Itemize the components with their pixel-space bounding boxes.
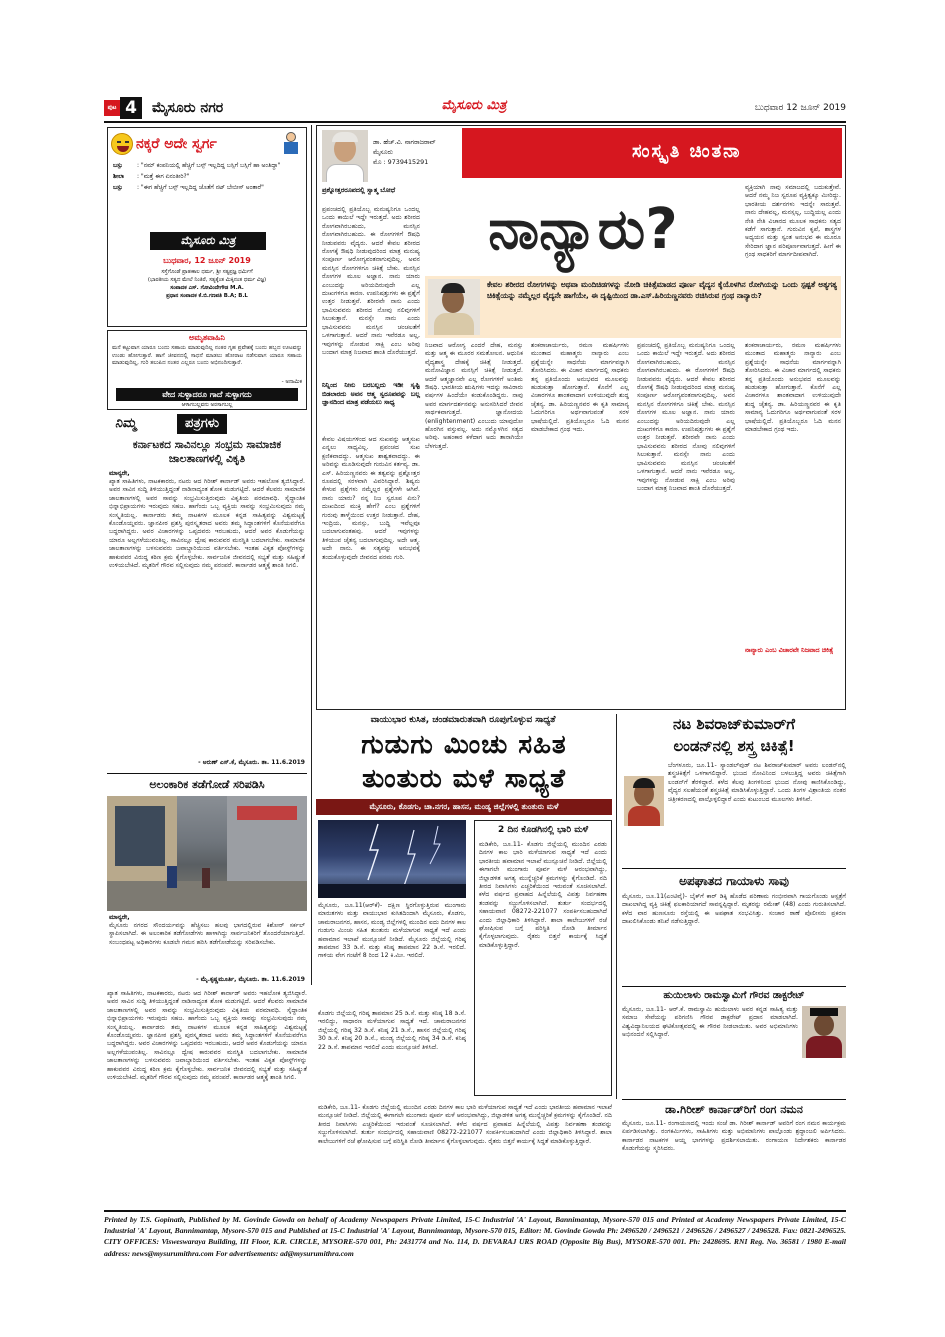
accident-body: ಮೈಸೂರು, ಜೂ.11(ಎಂಟಿವೈ)- ಬೈಕ್‌ಗೆ ಕಾರ್ ಡಿಕ್ಕಿ ಹೊಡೆದ ಪರಿಣಾಮ ಗಂಭೀರವಾಗಿ ಗಾಯಗೊಂಡು ಆಸ್ಪತ್ರೆಗೆ ದಾಖಲಾಗಿದ್ದ ವ್ಯಕ್ತಿ ಚಿಕಿತ್ಸೆ ಫಲಕಾರಿಯಾಗದೆ ಸಾವನ್ನಪ್ಪಿದ್ದಾರೆ. ಮೃತರನ್ನು ರಮೇಶ್ (48) ಎಂದು ಗುರುತಿಸಲಾಗಿದೆ. ಕಳೆದ ವಾರ ಹುಣಸೂರು ರಸ್ತೆಯಲ್ಲಿ ಈ ಅಪಘಾತ ಸಂಭವಿಸಿತ್ತು. ಸಂಚಾರ ಠಾಣೆ ಪೊಲೀಸರು ಪ್ರಕರಣ ದಾಖಲಿಸಿಕೊಂಡು ತನಿಖೆ ನಡೆಸುತ್ತಿದ್ದಾರೆ. (622, 893, 846, 926)
humor-line: ಬಸ್ಸು : "ಈಗ ಹೆಚ್ಚಿಗೆ ಬಸ್ಸ್ ಇಲ್ಲದಿದ್ದ ಜೊತೆಗೆ ನಟ್ ಬೇಬೀಸ್ ಅಂತಾರೆ" (113, 184, 264, 191)
laughing-face-icon (111, 133, 133, 155)
letters-signoff: - ಅರುಣ್ ಎಸ್.ಕೆ, ಮೈಸೂರು. ತಾ. 11.6.2019 (198, 759, 305, 766)
weather-headline-1: ಗುಡುಗು ಮಿಂಚು ಸಹಿತ (361, 730, 567, 760)
mitra-info-line: (ಭಾರತೀಯ ಸತ್ಯದ ಮೇಲೆ ನಿಂತಿರೆ, ಸತ್ಯಕ್ಕೆಂತ ಮಿಕ್ಕಿನಂತ ಧರ್ಮ ವಿಜ್ಞ) (147, 277, 267, 283)
decor-signoff: - ಮೈ.ಕೃಷ್ಣಮೂರ್ತಿ, ಮೈಸೂರು. ತಾ. 11.6.2019 (196, 976, 305, 983)
decor-headline: ಅಲಂಕಾರಿಕ ತಡೆಗೋಡೆ ಸರಿಪಡಿಸಿ (149, 778, 265, 791)
storm-photo (318, 820, 466, 898)
letters-body: ಖ್ಯಾತ ಸಾಹಿತಿಗಳು, ನಾಟಕಕಾರರು, ನಟರು ಆದ ಗಿರೀಶ್ ಕಾರ್ನಾಡ್ ಅವರು ಇಹಲೋಕ ತ್ಯಜಿಸಿದ್ದಾರೆ. ಅವರ ಸಾವಿನ ಸುದ್ದಿ ತಿಳಿಯುತ್ತಿದ್ದಂತೆ ನಾಡಿನಾದ್ಯಂತ ಶೋಕ ಮಡುಗಟ್ಟಿದೆ. ಆದರೆ ಕೆಲವರು ಸಾಮಾಜಿಕ ಜಾಲತಾಣಗಳಲ್ಲಿ ಅವರ ಸಾವನ್ನು ಸಂಭ್ರಮಿಸುತ್ತಿರುವುದು ವಿಕೃತಿಯ ಪರಮಾವಧಿ. ಸೈದ್ಧಾಂತಿಕ ಭಿನ್ನಾಭಿಪ್ರಾಯಗಳು ಇರುವುದು ಸಹಜ. ಹಾಗೆಂದು ಒಬ್ಬ ವ್ಯಕ್ತಿಯ ಸಾವನ್ನು ಸಂಭ್ರಮಿಸುವುದು ನಮ್ಮ ಸಂಸ್ಕೃತಿಯಲ್ಲ. ಕಾರ್ನಾಡರು ತಮ್ಮ ನಾಟಕಗಳ ಮೂಲಕ ಕನ್ನಡ ಸಾಹಿತ್ಯವನ್ನು ವಿಶ್ವಮಟ್ಟಕ್ಕೆ ಕೊಂಡೊಯ್ದವರು. ಜ್ಞಾನಪೀಠ ಪ್ರಶಸ್ತಿ ಪುರಸ್ಕೃತರಾದ ಅವರು ತಮ್ಮ ಸಿದ್ಧಾಂತಗಳಿಗೆ ಕೊನೆಯವರೆಗೂ ಬದ್ಧರಾಗಿದ್ದರು. ಅವರ ವಿಚಾರಗಳನ್ನು ಒಪ್ಪದವರು ಇರಬಹುದು, ಆದರೆ ಅವರ ಕೊಡುಗೆಯನ್ನು ಯಾರೂ ಅಲ್ಲಗಳೆಯುವಂತಿಲ್ಲ. ಸಾವಿನಲ್ಲೂ ದ್ವೇಷ ಕಾರುವವರ ಮನಸ್ಥಿತಿ ಬದಲಾಗಬೇಕು. ಸಾಮಾಜಿಕ ಜಾಲತಾಣಗಳನ್ನು ಬಳಸುವವರು ಜವಾಬ್ದಾರಿಯಿಂದ ವರ್ತಿಸಬೇಕು. ಇಂತಹ ವಿಕೃತ ಪೋಸ್ಟ್‌ಗಳನ್ನು ಹಾಕುವವರ ವಿರುದ್ಧ ಕಠಿಣ ಕ್ರಮ ಕೈಗೊಳ್ಳಬೇಕು. ಸಾರ್ವಜನಿಕ ಜೀವನದಲ್ಲಿ ಸಭ್ಯತೆ ಮತ್ತು ಸಹಿಷ್ಣುತೆ ಉಳಿಯಬೇಕಿದೆ. ಮೃತರಿಗೆ ಗೌರವ ಸಲ್ಲಿಸುವುದು ನಮ್ಮ ಪರಂಪರೆ. ಕಾರ್ನಾಡರ ಆತ್ಮಕ್ಕೆ ಶಾಂತಿ ಸಿಗಲಿ. (109, 478, 305, 570)
accident-headline: ಅಪಘಾತದ ಗಾಯಾಳು ಸಾವು (679, 874, 789, 888)
humor-title: ನಕ್ಕರೆ ಅದೇ ಸ್ವರ್ಗ (136, 136, 217, 152)
shivaraj-headline-2: ಲಂಡನ್‌ನಲ್ಲಿ ಶಸ್ತ್ರ ಚಿಕಿತ್ಸೆ! (673, 737, 795, 755)
column-col1b: ಕೇವಲ ವಿಷಯಗಳಿಂದ ಆದ ಸುಖವನ್ನು ಆತ್ಮಸುಖ ಎನ್ನಲು ಸಾಧ್ಯವಿಲ್ಲ. ಪ್ರಪಂಚದ ಸುಖ ಕ್ಷಣಿಕವಾದದ್ದು. ಆತ್ಮಸುಖ ಶಾಶ್ವತವಾದದ್ದು. ಈ ಅರಿವನ್ನು ಮೂಡಿಸುವುದೇ ಗುರುವಿನ ಕರ್ತವ್ಯ. ಡಾ. ಎಸ್. ಹಿರಿಯಣ್ಣನವರು ಈ ತತ್ವವನ್ನು ಪ್ರಶ್ನೋತ್ತರ ರೂಪದಲ್ಲಿ ಸರಳವಾಗಿ ವಿವರಿಸಿದ್ದಾರೆ. ಶಿಷ್ಯನು ಕೇಳುವ ಪ್ರಶ್ನೆಗಳು ನಮ್ಮೆಲ್ಲರ ಪ್ರಶ್ನೆಗಳೇ ಆಗಿವೆ. ನಾನು ಯಾರು? ನನ್ನ ನಿಜ ಸ್ವರೂಪ ಏನು? ದುಃಖದಿಂದ ಮುಕ್ತಿ ಹೇಗೆ? ಎಂಬ ಪ್ರಶ್ನೆಗಳಿಗೆ ಗುರುವು ತಾಳ್ಮೆಯಿಂದ ಉತ್ತರ ನೀಡುತ್ತಾನೆ. ದೇಹ, ಇಂದ್ರಿಯ, ಮನಸ್ಸು, ಬುದ್ಧಿ ಇವೆಲ್ಲವೂ ಬದಲಾಗುವಂತಹವು. ಆದರೆ ಇವುಗಳನ್ನು ತಿಳಿಯುವ ಚೈತನ್ಯ ಬದಲಾಗುವುದಿಲ್ಲ. ಅದೇ ಆತ್ಮ. ಅದೇ ನಾನು. ಈ ಸತ್ಯವನ್ನು ಅನುಭವಕ್ಕೆ ತಂದುಕೊಳ್ಳುವುದೇ ಜೀವನದ ಪರಮ ಗುರಿ. (322, 436, 420, 561)
humor-line: ಬಸ್ಸು : "ನಮ್ ಕಂಪನಿಯಲ್ಲಿ ಹೆಚ್ಚಿಗೆ ಬಸ್ಸ್ ಇಲ್ಲದಿದ್ದ ಬಸ್ಸಿಗೆ ಬಸ್ಸಿಗೆ ಹಾ ಅಂತಿದ್ದಾ" (113, 162, 281, 169)
vedam-strip: ವೇದ ಸುಳ್ಳಾದರೂ ಗಾದೆ ಸುಳ್ಳಾಗದು (116, 388, 298, 401)
shivaraj-photo (624, 776, 664, 826)
amrutavani-credit: - ಅನಾಮಿಕ (281, 379, 302, 385)
page-date: ಬುಧವಾರ 12 ಜೂನ್ 2019 (754, 103, 846, 113)
column-title-banner (462, 128, 842, 178)
column-col2: ನಿಜವಾದ ಆರೋಗ್ಯ ಎಂದರೆ ದೇಹ, ಮನಸ್ಸು ಮತ್ತು ಆತ್ಮ ಈ ಮೂರರ ಸಮತೋಲನ. ಆಧುನಿಕ ವೈದ್ಯಶಾಸ್ತ್ರ ದೇಹಕ್ಕೆ ಚಿಕಿತ್ಸೆ ನೀಡುತ್ತದೆ. ಮನೋವಿಜ್ಞಾನ ಮನಸ್ಸಿಗೆ ಚಿಕಿತ್ಸೆ ನೀಡುತ್ತದೆ. ಆದರೆ ಆತ್ಮಜ್ಞಾನವೇ ಎಲ್ಲ ರೋಗಗಳಿಗೆ ಅಂತಿಮ ಔಷಧಿ. ಭಾರತೀಯ ಋಷಿಗಳು ಇದನ್ನು ಸಾವಿರಾರು ವರ್ಷಗಳ ಹಿಂದೆಯೇ ಕಂಡುಕೊಂಡಿದ್ದರು. ನಾವು ಅವರ ಮಾರ್ಗದರ್ಶನವನ್ನು ಅನುಸರಿಸಿದರೆ ಜೀವನ ಸಾರ್ಥಕವಾಗುತ್ತದೆ. ಜ್ಞಾನೋದಯ (enlightenment) ಎಂಬುದು ಯಾವುದೋ ಹೊರಗಿನ ವಸ್ತುವಲ್ಲ. ಅದು ನಮ್ಮೊಳಗಿನ ಸತ್ಯದ ಅರಿವು. ಅಹಂಕಾರ ಕಳೆದಾಗ ಅದು ತಾನಾಗಿಯೇ ಬೆಳಗುತ್ತದೆ. (425, 342, 523, 450)
author-phone: ಮೊ : 9739415291 (373, 158, 429, 166)
big-headline: ನಾನ್ಯಾರು? (488, 197, 678, 262)
left-divider (107, 773, 307, 774)
footer-rule (104, 1210, 846, 1212)
shivaraj-text: ಬೆಂಗಳೂರು, ಜೂ.11- ಸ್ಯಾಂಡಲ್‌ವುಡ್ ನಟ ಶಿವರಾಜ್‌ಕುಮಾರ್ ಅವರು ಲಂಡನ್‌ನಲ್ಲಿ ಶಸ್ತ್ರಚಿಕಿತ್ಸೆಗೆ ಒಳಗಾಗಲಿದ್ದಾರೆ. ಭುಜದ ನೋವಿನಿಂದ ಬಳಲುತ್ತಿದ್ದ ಅವರು ಚಿಕಿತ್ಸೆಗಾಗಿ ಲಂಡನ್‌ಗೆ ತೆರಳಿದ್ದಾರೆ. ಕಳೆದ ಕೆಲವು ತಿಂಗಳಿನಿಂದ ಭುಜದ ನೋವು ಕಾಣಿಸಿಕೊಂಡಿದ್ದು, ವೈದ್ಯರ ಸಲಹೆಯಂತೆ ಶಸ್ತ್ರಚಿಕಿತ್ಸೆ ಮಾಡಿಸಿಕೊಳ್ಳುತ್ತಿದ್ದಾರೆ. ಒಂದು ತಿಂಗಳ ವಿಶ್ರಾಂತಿಯ ನಂತರ ಚಿತ್ರೀಕರಣದಲ್ಲಿ ಪಾಲ್ಗೊಳ್ಳಲಿದ್ದಾರೆ ಎಂದು ಕುಟುಂಬದ ಮೂಲಗಳು ತಿಳಿಸಿವೆ. (668, 762, 846, 803)
lightning-icon (318, 820, 466, 898)
right-divider-3 (622, 1099, 846, 1100)
letters-headline: ಕರ್ನಾಟಕದ ಸಾವಿನಲ್ಲೂ ಸಂಭ್ರಮ ಸಾಮಾಜಿಕ ಜಾಲತಾಣಗಳಲ್ಲಿ ವಿಕೃತಿ (132, 439, 282, 465)
weather-strap: ಮೈಸೂರು, ಕೊಡಗು, ಚಾ.ನಗರ, ಹಾಸನ, ಮಂಡ್ಯ ಜಿಲ್ಲೆಗಳಲ್ಲಿ ತುಂತುರು ಮಳೆ (316, 799, 612, 815)
hiriyanna-portrait (428, 279, 480, 335)
decor-salutation: ಮಾನ್ಯರೇ, (109, 913, 130, 921)
author-name: ಡಾ. ಹೆಚ್.ವಿ. ನಾಗರಾಜರಾವ್ (373, 138, 436, 146)
mitra-date: ಬುಧವಾರ, 12 ಜೂನ್ 2019 (163, 256, 251, 265)
amrutavani-body: ಮನೆ ಕಟ್ಟುವಾಗ ಯಾರೂ ಬಂದು ಸಹಾಯ ಮಾಡುವುದಿಲ್ಲ ನಂತರ ಗೃಹ ಪ್ರವೇಶಕ್ಕೆ ಬಂದು ಹಬ್ಬದ ಊಟವನ್ನು ಉಂಡು ಹೋಗುತ್ತಾರೆ. ಹಾಗೆ ಜೀವನದಲ್ಲಿ ಸಾಧನೆ ಮಾಡಲು ಹೋರಾಟ ನಡೆಸುವಾಗ ಯಾರೂ ಸಹಾಯ ಮಾಡುವುದಿಲ್ಲ, ಗುರಿ ತಲುಪಿದ ನಂತರ ಎಲ್ಲರೂ ಬಂದು ಅಭಿನಂದಿಸುತ್ತಾರೆ. (112, 345, 302, 367)
right-divider-1 (622, 868, 846, 869)
letters-header-a: ನಿಮ್ಮ (115, 416, 137, 431)
left-column-rule (311, 125, 312, 985)
letters-banner (107, 414, 307, 434)
column-col3: ಶಂಕರಾಚಾರ್ಯರು, ರಮಣ ಮಹರ್ಷಿಗಳು ಮುಂತಾದ ಮಹಾತ್ಮರು ನಾನ್ಯಾರು ಎಂಬ ಪ್ರಶ್ನೆಯನ್ನೇ ಸಾಧನೆಯ ಮಾರ್ಗವನ್ನಾಗಿ ತೋರಿಸಿದರು. ಈ ವಿಚಾರ ಮಾರ್ಗದಲ್ಲಿ ಸಾಧಕನು ತನ್ನ ಪ್ರತಿಯೊಂದು ಅನುಭವದ ಮೂಲವನ್ನು ಹುಡುಕುತ್ತಾ ಹೋಗುತ್ತಾನೆ. ಕೊನೆಗೆ ಎಲ್ಲ ವಿಚಾರಗಳೂ ಶಾಂತವಾದಾಗ ಉಳಿಯುವುದೇ ಶುದ್ಧ ಚೈತನ್ಯ. ಡಾ. ಹಿರಿಯಣ್ಣನವರ ಈ ಕೃತಿ ಸಾಮಾನ್ಯ ಓದುಗರಿಗೂ ಅರ್ಥವಾಗುವಂತೆ ಸರಳ ಭಾಷೆಯಲ್ಲಿದೆ. ಪ್ರತಿಯೊಬ್ಬರೂ ಓದಿ ಮನನ ಮಾಡಬೇಕಾದ ಗ್ರಂಥ ಇದು. (531, 342, 629, 434)
masthead-logo: ಮೈಸೂರು ಮಿತ್ರ (441, 98, 507, 113)
deck-box (425, 276, 841, 338)
weather-headline-2: ತುಂತುರು ಮಳೆ ಸಾಧ್ಯತೆ (362, 764, 566, 794)
page-number: 4 (120, 97, 142, 119)
letters-salutation: ಮಾನ್ಯರೇ, (109, 469, 130, 477)
author-photo (322, 130, 368, 182)
ramaswamy-headline: ಹುಯಿಲಾಳು ರಾಮಸ್ವಾಮಿಗೆ ಗೌರವ ಡಾಕ್ಟರೇಟ್ (663, 990, 805, 1001)
weather-body-col3: ಮಡಿಕೇರಿ, ಜೂ.11- ಕೊಡಗು ಜಿಲ್ಲೆಯಲ್ಲಿ ಮುಂದಿನ ಎರಡು ದಿನಗಳ ಕಾಲ ಭಾರಿ ಮಳೆಯಾಗುವ ಸಾಧ್ಯತೆ ಇದೆ ಎಂದು ಭಾರತೀಯ ಹವಾಮಾನ ಇಲಾಖೆ ಮುನ್ಸೂಚನೆ ನೀಡಿದೆ. ಜಿಲ್ಲೆಯಲ್ಲಿ ಈಗಾಗಲೇ ಮುಂಗಾರು ಪೂರ್ವ ಮಳೆ ಆರಂಭವಾಗಿದ್ದು, ಜಿಲ್ಲಾಡಳಿತ ಅಗತ್ಯ ಮುನ್ನೆಚ್ಚರಿಕೆ ಕ್ರಮಗಳನ್ನು ಕೈಗೊಂಡಿದೆ. ನದಿ ತೀರದ ನಿವಾಸಿಗಳು ಎಚ್ಚರಿಕೆಯಿಂದ ಇರುವಂತೆ ಸೂಚಿಸಲಾಗಿದೆ. ಕಳೆದ ವರ್ಷದ ಪ್ರವಾಹದ ಹಿನ್ನೆಲೆಯಲ್ಲಿ ವಿಪತ್ತು ನಿರ್ವಹಣಾ ತಂಡವನ್ನು ಸಜ್ಜುಗೊಳಿಸಲಾಗಿದೆ. ತುರ್ತು ಸಂದರ್ಭದಲ್ಲಿ ಸಹಾಯವಾಣಿ 08272-221077 ಸಂಪರ್ಕಿಸಬಹುದಾಗಿದೆ ಎಂದು ಜಿಲ್ಲಾಧಿಕಾರಿ ತಿಳಿಸಿದ್ದಾರೆ. ಶಾಲಾ ಕಾಲೇಜುಗಳಿಗೆ ರಜೆ ಘೋಷಿಸುವ ಬಗ್ಗೆ ಪರಿಸ್ಥಿತಿ ನೋಡಿ ತೀರ್ಮಾನ ಕೈಗೊಳ್ಳಲಾಗುವುದು. ರೈತರು ಬಿತ್ತನೆ ಕಾರ್ಯಕ್ಕೆ ಸಿದ್ಧತೆ ಮಾಡಿಕೊಳ್ಳುತ್ತಿದ್ದಾರೆ. (479, 841, 607, 949)
intro-heading: ಪ್ರಶ್ನೋತ್ತರರೂಪದಲ್ಲಿ ಸ್ವಾತ್ಮ ಬೋಧೆ (322, 186, 396, 194)
mitra-info-line: ಸಸ್ತೆಗೊಂಡೆ ಪ್ರಾತಃಕಾಲ ಧರ್ಮ, ಶ್ರೀ ಸತ್ಯಪ್ರಜ್ಞ ಧರ್ಮಿಗೆ (161, 269, 253, 275)
vedam-subtitle: ಆಳಾಗಬಲ್ಲವನು ಅರಸಾಗಬಲ್ಲ (181, 402, 233, 408)
author-city: ಮೈಸೂರು (373, 148, 393, 156)
right-divider-2 (622, 986, 846, 987)
cartoon-figure-icon (280, 132, 302, 156)
karnad-headline: ಡಾ.ಗಿರೀಶ್ ಕಾರ್ನಾಡ್‌ರಿಗೆ ರಂಗ ನಮನ (665, 1103, 803, 1116)
column-col5b: ಶಂಕರಾಚಾರ್ಯರು, ರಮಣ ಮಹರ್ಷಿಗಳು ಮುಂತಾದ ಮಹಾತ್ಮರು ನಾನ್ಯಾರು ಎಂಬ ಪ್ರಶ್ನೆಯನ್ನೇ ಸಾಧನೆಯ ಮಾರ್ಗವನ್ನಾಗಿ ತೋರಿಸಿದರು. ಈ ವಿಚಾರ ಮಾರ್ಗದಲ್ಲಿ ಸಾಧಕನು ತನ್ನ ಪ್ರತಿಯೊಂದು ಅನುಭವದ ಮೂಲವನ್ನು ಹುಡುಕುತ್ತಾ ಹೋಗುತ್ತಾನೆ. ಕೊನೆಗೆ ಎಲ್ಲ ವಿಚಾರಗಳೂ ಶಾಂತವಾದಾಗ ಉಳಿಯುವುದೇ ಶುದ್ಧ ಚೈತನ್ಯ. ಡಾ. ಹಿರಿಯಣ್ಣನವರ ಈ ಕೃತಿ ಸಾಮಾನ್ಯ ಓದುಗರಿಗೂ ಅರ್ಥವಾಗುವಂತೆ ಸರಳ ಭಾಷೆಯಲ್ಲಿದೆ. ಪ್ರತಿಯೊಬ್ಬರೂ ಓದಿ ಮನನ ಮಾಡಬೇಕಾದ ಗ್ರಂಥ ಇದು. (745, 342, 841, 434)
header-rule (104, 121, 846, 123)
mitra-info (111, 268, 303, 300)
letters-continued: ಖ್ಯಾತ ಸಾಹಿತಿಗಳು, ನಾಟಕಕಾರರು, ನಟರು ಆದ ಗಿರೀಶ್ ಕಾರ್ನಾಡ್ ಅವರು ಇಹಲೋಕ ತ್ಯಜಿಸಿದ್ದಾರೆ. ಅವರ ಸಾವಿನ ಸುದ್ದಿ ತಿಳಿಯುತ್ತಿದ್ದಂತೆ ನಾಡಿನಾದ್ಯಂತ ಶೋಕ ಮಡುಗಟ್ಟಿದೆ. ಆದರೆ ಕೆಲವರು ಸಾಮಾಜಿಕ ಜಾಲತಾಣಗಳಲ್ಲಿ ಅವರ ಸಾವನ್ನು ಸಂಭ್ರಮಿಸುತ್ತಿರುವುದು ವಿಕೃತಿಯ ಪರಮಾವಧಿ. ಸೈದ್ಧಾಂತಿಕ ಭಿನ್ನಾಭಿಪ್ರಾಯಗಳು ಇರುವುದು ಸಹಜ. ಹಾಗೆಂದು ಒಬ್ಬ ವ್ಯಕ್ತಿಯ ಸಾವನ್ನು ಸಂಭ್ರಮಿಸುವುದು ನಮ್ಮ ಸಂಸ್ಕೃತಿಯಲ್ಲ. ಕಾರ್ನಾಡರು ತಮ್ಮ ನಾಟಕಗಳ ಮೂಲಕ ಕನ್ನಡ ಸಾಹಿತ್ಯವನ್ನು ವಿಶ್ವಮಟ್ಟಕ್ಕೆ ಕೊಂಡೊಯ್ದವರು. ಜ್ಞಾನಪೀಠ ಪ್ರಶಸ್ತಿ ಪುರಸ್ಕೃತರಾದ ಅವರು ತಮ್ಮ ಸಿದ್ಧಾಂತಗಳಿಗೆ ಕೊನೆಯವರೆಗೂ ಬದ್ಧರಾಗಿದ್ದರು. ಅವರ ವಿಚಾರಗಳನ್ನು ಒಪ್ಪದವರು ಇರಬಹುದು, ಆದರೆ ಅವರ ಕೊಡುಗೆಯನ್ನು ಯಾರೂ ಅಲ್ಲಗಳೆಯುವಂತಿಲ್ಲ. ಸಾವಿನಲ್ಲೂ ದ್ವೇಷ ಕಾರುವವರ ಮನಸ್ಥಿತಿ ಬದಲಾಗಬೇಕು. ಸಾಮಾಜಿಕ ಜಾಲತಾಣಗಳನ್ನು ಬಳಸುವವರು ಜವಾಬ್ದಾರಿಯಿಂದ ವರ್ತಿಸಬೇಕು. ಇಂತಹ ವಿಕೃತ ಪೋಸ್ಟ್‌ಗಳನ್ನು ಹಾಕುವವರ ವಿರುದ್ಧ ಕಠಿಣ ಕ್ರಮ ಕೈಗೊಳ್ಳಬೇಕು. ಸಾರ್ವಜನಿಕ ಜೀವನದಲ್ಲಿ ಸಭ್ಯತೆ ಮತ್ತು ಸಹಿಷ್ಣುತೆ ಉಳಿಯಬೇಕಿದೆ. ಮೃತರಿಗೆ ಗೌರವ ಸಲ್ಲಿಸುವುದು ನಮ್ಮ ಪರಂಪರೆ. ಕಾರ್ನಾಡರ ಆತ್ಮಕ್ಕೆ ಶಾಂತಿ ಸಿಗಲಿ. (107, 990, 307, 1082)
section-name: ಮೈಸೂರು ನಗರ (152, 100, 224, 116)
amrutavani-box (107, 330, 307, 410)
kodagu-box (474, 820, 612, 1096)
weather-body-col2: ಕೊಡಗು ಜಿಲ್ಲೆಯಲ್ಲಿ ಗರಿಷ್ಠ ತಾಪಮಾನ 25 ಡಿ.ಸೆ. ಮತ್ತು ಕನಿಷ್ಠ 18 ಡಿ.ಸೆ. ಇರಲಿದ್ದು, ಸಾಧಾರಣ ಮಳೆಯಾಗುವ ಸಾಧ್ಯತೆ ಇದೆ. ಚಾಮರಾಜನಗರ ಜಿಲ್ಲೆಯಲ್ಲಿ ಗರಿಷ್ಠ 32 ಡಿ.ಸೆ. ಕನಿಷ್ಠ 21 ಡಿ.ಸೆ., ಹಾಸನ ಜಿಲ್ಲೆಯಲ್ಲಿ ಗರಿಷ್ಠ 30 ಡಿ.ಸೆ. ಕನಿಷ್ಠ 20 ಡಿ.ಸೆ., ಮಂಡ್ಯ ಜಿಲ್ಲೆಯಲ್ಲಿ ಗರಿಷ್ಠ 34 ಡಿ.ಸೆ. ಕನಿಷ್ಠ 22 ಡಿ.ಸೆ. ತಾಪಮಾನ ಇರಲಿದೆ ಎಂದು ಮುನ್ಸೂಚನೆ ತಿಳಿಸಿದೆ. (318, 1010, 466, 1051)
mitra-info-line: ಸಂಪಾದಕ ಎಸ್. ಗೋವಿಂದೇಗೌಡ M.A. (170, 285, 244, 291)
humor-line: ಶೀಲಾ : "ಮತ್ತೆ ಈಗ ಏನಂತೀರಿ?" (113, 173, 190, 180)
column-box (316, 125, 846, 710)
column-title: ಸಂಸ್ಕೃತಿ ಚಿಂತನಾ (632, 141, 742, 162)
page-label: ಪುಟ (104, 100, 120, 116)
sub-quote: ನಿನ್ನಿಂದ ನೀನು ಬರಬಲ್ಲದು ಇಡೀ ಸೃಷ್ಟಿ ಬಿಡಲಾರದು ಅವನ ಆತ್ಮ ಸ್ವರೂಪವನ್ನು ಬಲ್ಲ ಜ್ಞಾನದಿಂದ ಮಾತ್ರ ಪಡೆಯಲು ಸಾಧ್ಯ (322, 381, 420, 407)
ramaswamy-body: ಮೈಸೂರು, ಜೂ.11- ಆರ್.ಕೆ. ರಾಮಸ್ವಾಮಿ ಹುಯಿಲಾಳು ಅವರ ಕನ್ನಡ ಸಾಹಿತ್ಯ ಮತ್ತು ಸಮಾಜ ಸೇವೆಯನ್ನು ಪರಿಗಣಿಸಿ ಗೌರವ ಡಾಕ್ಟರೇಟ್ ಪ್ರದಾನ ಮಾಡಲಾಗಿದೆ. ವಿಶ್ವವಿದ್ಯಾನಿಲಯದ ಘಟಿಕೋತ್ಸವದಲ್ಲಿ ಈ ಗೌರವ ನೀಡಲಾಯಿತು. ಅವರ ಅಭಿಮಾನಿಗಳು ಅಭಿನಂದನೆ ಸಲ್ಲಿಸಿದ್ದಾರೆ. (622, 1006, 798, 1039)
column-col5: ವ್ಯಕ್ತಿಯಾಗಿ ನಾವು ಸಮಾಜದಲ್ಲಿ ಬದುಕುತ್ತೇವೆ. ಆದರೆ ನಮ್ಮ ನಿಜ ಸ್ವರೂಪ ವ್ಯಕ್ತಿತ್ವಕ್ಕೂ ಮೀರಿದ್ದು. ಭಾರತೀಯ ದರ್ಶನಗಳು ಇದನ್ನೇ ಸಾರುತ್ತವೆ. ನಾನು ದೇಹವಲ್ಲ, ಮನಸ್ಸಲ್ಲ, ಬುದ್ಧಿಯಲ್ಲ ಎಂದು ನೇತಿ ನೇತಿ ವಿಚಾರದ ಮೂಲಕ ಸಾಧಕನು ಸತ್ಯದ ಕಡೆಗೆ ಸಾಗುತ್ತಾನೆ. ಗುರುವಿನ ಕೃಪೆ, ಶಾಸ್ತ್ರಗಳ ಅಧ್ಯಯನ ಮತ್ತು ಸ್ವಂತ ಅನುಭವ ಈ ಮೂರೂ ಸೇರಿದಾಗ ಜ್ಞಾನ ಪರಿಪೂರ್ಣವಾಗುತ್ತದೆ. ಹೀಗೆ ಈ ಗ್ರಂಥ ಸಾಧಕರಿಗೆ ಮಾರ್ಗದೀಪವಾಗಿದೆ. (745, 184, 841, 259)
weather-kicker: ವಾಯುಭಾರ ಕುಸಿತ, ಚಂಡಮಾರುತವಾಗಿ ರೂಪುಗೊಳ್ಳುವ ಸಾಧ್ಯತೆ (370, 715, 556, 725)
weather-continued: ಮಡಿಕೇರಿ, ಜೂ.11- ಕೊಡಗು ಜಿಲ್ಲೆಯಲ್ಲಿ ಮುಂದಿನ ಎರಡು ದಿನಗಳ ಕಾಲ ಭಾರಿ ಮಳೆಯಾಗುವ ಸಾಧ್ಯತೆ ಇದೆ ಎಂದು ಭಾರತೀಯ ಹವಾಮಾನ ಇಲಾಖೆ ಮುನ್ಸೂಚನೆ ನೀಡಿದೆ. ಜಿಲ್ಲೆಯಲ್ಲಿ ಈಗಾಗಲೇ ಮುಂಗಾರು ಪೂರ್ವ ಮಳೆ ಆರಂಭವಾಗಿದ್ದು, ಜಿಲ್ಲಾಡಳಿತ ಅಗತ್ಯ ಮುನ್ನೆಚ್ಚರಿಕೆ ಕ್ರಮಗಳನ್ನು ಕೈಗೊಂಡಿದೆ. ನದಿ ತೀರದ ನಿವಾಸಿಗಳು ಎಚ್ಚರಿಕೆಯಿಂದ ಇರುವಂತೆ ಸೂಚಿಸಲಾಗಿದೆ. ಕಳೆದ ವರ್ಷದ ಪ್ರವಾಹದ ಹಿನ್ನೆಲೆಯಲ್ಲಿ ವಿಪತ್ತು ನಿರ್ವಹಣಾ ತಂಡವನ್ನು ಸಜ್ಜುಗೊಳಿಸಲಾಗಿದೆ. ತುರ್ತು ಸಂದರ್ಭದಲ್ಲಿ ಸಹಾಯವಾಣಿ 08272-221077 ಸಂಪರ್ಕಿಸಬಹುದಾಗಿದೆ ಎಂದು ಜಿಲ್ಲಾಧಿಕಾರಿ ತಿಳಿಸಿದ್ದಾರೆ. ಶಾಲಾ ಕಾಲೇಜುಗಳಿಗೆ ರಜೆ ಘೋಷಿಸುವ ಬಗ್ಗೆ ಪರಿಸ್ಥಿತಿ ನೋಡಿ ತೀರ್ಮಾನ ಕೈಗೊಳ್ಳಲಾಗುವುದು. ರೈತರು ಬಿತ್ತನೆ ಕಾರ್ಯಕ್ಕೆ ಸಿದ್ಧತೆ ಮಾಡಿಕೊಳ್ಳುತ್ತಿದ್ದಾರೆ. (318, 1104, 612, 1145)
page-header (104, 97, 846, 119)
footer-imprint: Printed by T.S. Gopinath, Published by M. Govinde Gowda on behalf of Academy Newspapers Private Limited, 15-C Industrial 'A' Layout, Bannimantap, Mysore-570 015 and Printed at Academy Newspapers Private Limited, 15-C Industrial 'A' Layout, Bannimantap, Mysore-570 015 and Published at 15-C Industrial 'A' Layout, Bannimantap, Mysore-570 015, Editor: M. Govinde Gowda Ph: 2496520 / 2496521 / 2496526 / 2496527 / 2496528. Fax: 0821-2496525. CITY OFFICES: Visweswaraya Building, III Floor, K.R. CIRCLE, MYSORE-570 001, Ph: 2431774 and No. 114, D. DEVARAJ URS ROAD (Opposite Big Bus), MYSORE-570 001. Ph: 2428695. RNI Reg. No. 36581 / 1980 E-mail address: news@mysurumithra.com For advertisements: ad@mysurumithra.com (104, 1215, 846, 1258)
decor-body: ಮೈಸೂರು ನಗರದ ಸೌಂದರ್ಯವನ್ನು ಹೆಚ್ಚಿಸಲು ಹಲವು ಭಾಗದಲ್ಲಿರುವ ಕಿಶೋರ್ ಸರ್ಕಲ್ ಸ್ಥಾಪಿಸಲಾಗಿದೆ. ಈ ಅಲಂಕಾರಿಕ ತಡೆಗೋಡೆಗಳು ಹಾಳಾಗಿದ್ದು ಸಾರ್ವಜನಿಕರಿಗೆ ತೊಂದರೆಯಾಗುತ್ತಿದೆ. ಸಂಬಂಧಪಟ್ಟ ಅಧಿಕಾರಿಗಳು ಕೂಡಲೇ ಗಮನ ಹರಿಸಿ ತಡೆಗೋಡೆಯನ್ನು ಸರಿಪಡಿಸಬೇಕು. (109, 922, 305, 946)
amrutavani-title: ಅಮೃತವಾಹಿನಿ (189, 333, 225, 342)
letters-section (107, 414, 307, 769)
column-closing: ನಾನ್ಯಾರು ಎಂಬ ವಿಚಾರವೇ ನಿಜವಾದ ಚಿಕಿತ್ಸೆ (745, 646, 834, 654)
letters-header-b: ಪತ್ರಗಳು (177, 414, 227, 434)
shivaraj-headline-1: ನಟ ಶಿವರಾಜ್‌ಕುಮಾರ್‌ಗೆ (673, 715, 795, 733)
weather-body-col1: ಮೈಸೂರು, ಜೂ.11(ಆರ್‌ಕೆ)- ದಕ್ಷಿಣ ಸ್ಥಿರಗೊಳ್ಳುತ್ತಿರುವ ಮುಂಗಾರು ಮಾರುತಗಳು ಮತ್ತು ವಾಯುಭಾರ ಕುಸಿತದಿಂದಾಗಿ ಮೈಸೂರು, ಕೊಡಗು, ಚಾಮರಾಜನಗರ, ಹಾಸನ, ಮಂಡ್ಯ ಜಿಲ್ಲೆಗಳಲ್ಲಿ ಮುಂದಿನ ಐದು ದಿನಗಳ ಕಾಲ ಗುಡುಗು ಮಿಂಚು ಸಹಿತ ತುಂತುರು ಮಳೆಯಾಗುವ ಸಾಧ್ಯತೆ ಇದೆ ಎಂದು ಹವಾಮಾನ ಇಲಾಖೆ ಮುನ್ಸೂಚನೆ ನೀಡಿದೆ. ಮೈಸೂರು ಜಿಲ್ಲೆಯಲ್ಲಿ ಗರಿಷ್ಠ ತಾಪಮಾನ 33 ಡಿ.ಸೆ. ಮತ್ತು ಕನಿಷ್ಠ ತಾಪಮಾನ 22 ಡಿ.ಸೆ. ಇರಲಿದೆ. ಗಾಳಿಯ ವೇಗ ಗಂಟೆಗೆ 8 ರಿಂದ 12 ಕಿ.ಮೀ. ಇರಲಿದೆ. (318, 902, 466, 960)
mid-column-rule (616, 714, 617, 1099)
ramaswamy-photo (802, 1006, 846, 1058)
humor-dialogue (113, 162, 303, 192)
mitra-info-line: ಪ್ರಧಾನ ಸಂಪಾದಕ ಕೆ.ಬಿ.ಗಣಪತಿ B.A; B.L (166, 293, 248, 299)
column-col1: ಪ್ರಪಂಚದಲ್ಲಿ ಪ್ರತಿಯೊಬ್ಬ ಮನುಷ್ಯನಿಗೂ ಒಂದಲ್ಲ ಒಂದು ಕಾಯಿಲೆ ಇದ್ದೇ ಇರುತ್ತದೆ. ಅದು ಶರೀರದ ರೋಗವಾಗಿರಬಹುದು, ಮನಸ್ಸಿನ ರೋಗವಾಗಿರಬಹುದು. ಈ ರೋಗಗಳಿಗೆ ಔಷಧಿ ನೀಡುವವರು ವೈದ್ಯರು. ಆದರೆ ಕೇವಲ ಶರೀರದ ರೋಗಕ್ಕೆ ಔಷಧಿ ನೀಡುವುದರಿಂದ ಮಾತ್ರ ಮನುಷ್ಯ ಸಂಪೂರ್ಣ ಆರೋಗ್ಯವಂತನಾಗುವುದಿಲ್ಲ. ಅವನ ಮನಸ್ಸಿನ ರೋಗಗಳಿಗೂ ಚಿಕಿತ್ಸೆ ಬೇಕು. ಮನಸ್ಸಿನ ರೋಗಗಳ ಮೂಲ ಅಜ್ಞಾನ. ನಾನು ಯಾರು ಎಂಬುದನ್ನು ಅರಿಯದಿರುವುದೇ ಎಲ್ಲ ದುಃಖಗಳಿಗೂ ಕಾರಣ. ಉಪನಿಷತ್ತುಗಳು ಈ ಪ್ರಶ್ನೆಗೆ ಉತ್ತರ ನೀಡುತ್ತವೆ. ಶರೀರವೇ ನಾನು ಎಂದು ಭಾವಿಸುವವನು ಶರೀರದ ನೋವು ನಲಿವುಗಳಿಗೆ ಸಿಲುಕುತ್ತಾನೆ. ಮನಸ್ಸೇ ನಾನು ಎಂದು ಭಾವಿಸುವವನು ಮನಸ್ಸಿನ ಚಂಚಲತೆಗೆ ಒಳಗಾಗುತ್ತಾನೆ. ಆದರೆ ನಾನು ಇವೆರಡೂ ಅಲ್ಲ, ಇವುಗಳನ್ನು ನೋಡುವ ಸಾಕ್ಷಿ ಎಂಬ ಅರಿವು ಬಂದಾಗ ಮಾತ್ರ ನಿಜವಾದ ಶಾಂತಿ ದೊರೆಯುತ್ತದೆ. (322, 206, 420, 356)
street-photo (107, 796, 307, 911)
column-col4: ಪ್ರಪಂಚದಲ್ಲಿ ಪ್ರತಿಯೊಬ್ಬ ಮನುಷ್ಯನಿಗೂ ಒಂದಲ್ಲ ಒಂದು ಕಾಯಿಲೆ ಇದ್ದೇ ಇರುತ್ತದೆ. ಅದು ಶರೀರದ ರೋಗವಾಗಿರಬಹುದು, ಮನಸ್ಸಿನ ರೋಗವಾಗಿರಬಹುದು. ಈ ರೋಗಗಳಿಗೆ ಔಷಧಿ ನೀಡುವವರು ವೈದ್ಯರು. ಆದರೆ ಕೇವಲ ಶರೀರದ ರೋಗಕ್ಕೆ ಔಷಧಿ ನೀಡುವುದರಿಂದ ಮಾತ್ರ ಮನುಷ್ಯ ಸಂಪೂರ್ಣ ಆರೋಗ್ಯವಂತನಾಗುವುದಿಲ್ಲ. ಅವನ ಮನಸ್ಸಿನ ರೋಗಗಳಿಗೂ ಚಿಕಿತ್ಸೆ ಬೇಕು. ಮನಸ್ಸಿನ ರೋಗಗಳ ಮೂಲ ಅಜ್ಞಾನ. ನಾನು ಯಾರು ಎಂಬುದನ್ನು ಅರಿಯದಿರುವುದೇ ಎಲ್ಲ ದುಃಖಗಳಿಗೂ ಕಾರಣ. ಉಪನಿಷತ್ತುಗಳು ಈ ಪ್ರಶ್ನೆಗೆ ಉತ್ತರ ನೀಡುತ್ತವೆ. ಶರೀರವೇ ನಾನು ಎಂದು ಭಾವಿಸುವವನು ಶರೀರದ ನೋವು ನಲಿವುಗಳಿಗೆ ಸಿಲುಕುತ್ತಾನೆ. ಮನಸ್ಸೇ ನಾನು ಎಂದು ಭಾವಿಸುವವನು ಮನಸ್ಸಿನ ಚಂಚಲತೆಗೆ ಒಳಗಾಗುತ್ತಾನೆ. ಆದರೆ ನಾನು ಇವೆರಡೂ ಅಲ್ಲ, ಇವುಗಳನ್ನು ನೋಡುವ ಸಾಕ್ಷಿ ಎಂಬ ಅರಿವು ಬಂದಾಗ ಮಾತ್ರ ನಿಜವಾದ ಶಾಂತಿ ದೊರೆಯುತ್ತದೆ. (637, 342, 735, 492)
weather-sub-headline: 2 ದಿನ ಕೊಡಗಿನಲ್ಲಿ ಭಾರಿ ಮಳೆ (497, 825, 589, 835)
humor-box (107, 127, 307, 327)
mitra-logo: ಮೈಸೂರು ಮಿತ್ರ (150, 232, 266, 250)
deck-text: ಕೇವಲ ಶರೀರದ ರೋಗಗಳನ್ನು ಅಥವಾ ಮಂದಿಚಿಡಗಳನ್ನು ನೋಡಿ ಚಿಕಿತ್ಸೆಮಾಡದ ಪೂರ್ಣ ವೈದ್ಯನ ಕೈಯೊಳಗಿನ ರೋಗಿಯನ್ನು ಒಂದು ಸ್ಪಷ್ಟತೆ ಅತ್ಯಗತ್ಯ ಚಿಕಿತ್ಸೆಯನ್ನು ನಮ್ಮೆಲ್ಲರ ವೈದ್ಯನೇ ಹಾಗೆಯೇ, ಈ ದೃಷ್ಟಿಯಿಂದ ಡಾ.ಎಸ್.ಹಿರಿಯಣ್ಣನವರು ರಚಿಸಿರುವ ಗ್ರಂಥ ನಾನ್ಯಾರು? (487, 280, 837, 300)
karnad-body: ಮೈಸೂರು, ಜೂ.11- ರಂಗಾಯಣದಲ್ಲಿ ಇಂದು ಸಂಜೆ ಡಾ. ಗಿರೀಶ್ ಕಾರ್ನಾಡ್ ಅವರಿಗೆ ರಂಗ ನಮನ ಕಾರ್ಯಕ್ರಮ ಏರ್ಪಡಿಸಲಾಗಿತ್ತು. ರಂಗಕರ್ಮಿಗಳು, ಸಾಹಿತಿಗಳು ಮತ್ತು ಅಭಿಮಾನಿಗಳು ಪಾಲ್ಗೊಂಡು ಶ್ರದ್ಧಾಂಜಲಿ ಅರ್ಪಿಸಿದರು. ಕಾರ್ನಾಡರ ನಾಟಕಗಳ ಆಯ್ದ ಭಾಗಗಳನ್ನು ಪ್ರದರ್ಶಿಸಲಾಯಿತು. ರಂಗಾಯಣ ನಿರ್ದೇಶಕರು ಕಾರ್ನಾಡರ ಕೊಡುಗೆಯನ್ನು ಸ್ಮರಿಸಿದರು. (622, 1120, 846, 1153)
